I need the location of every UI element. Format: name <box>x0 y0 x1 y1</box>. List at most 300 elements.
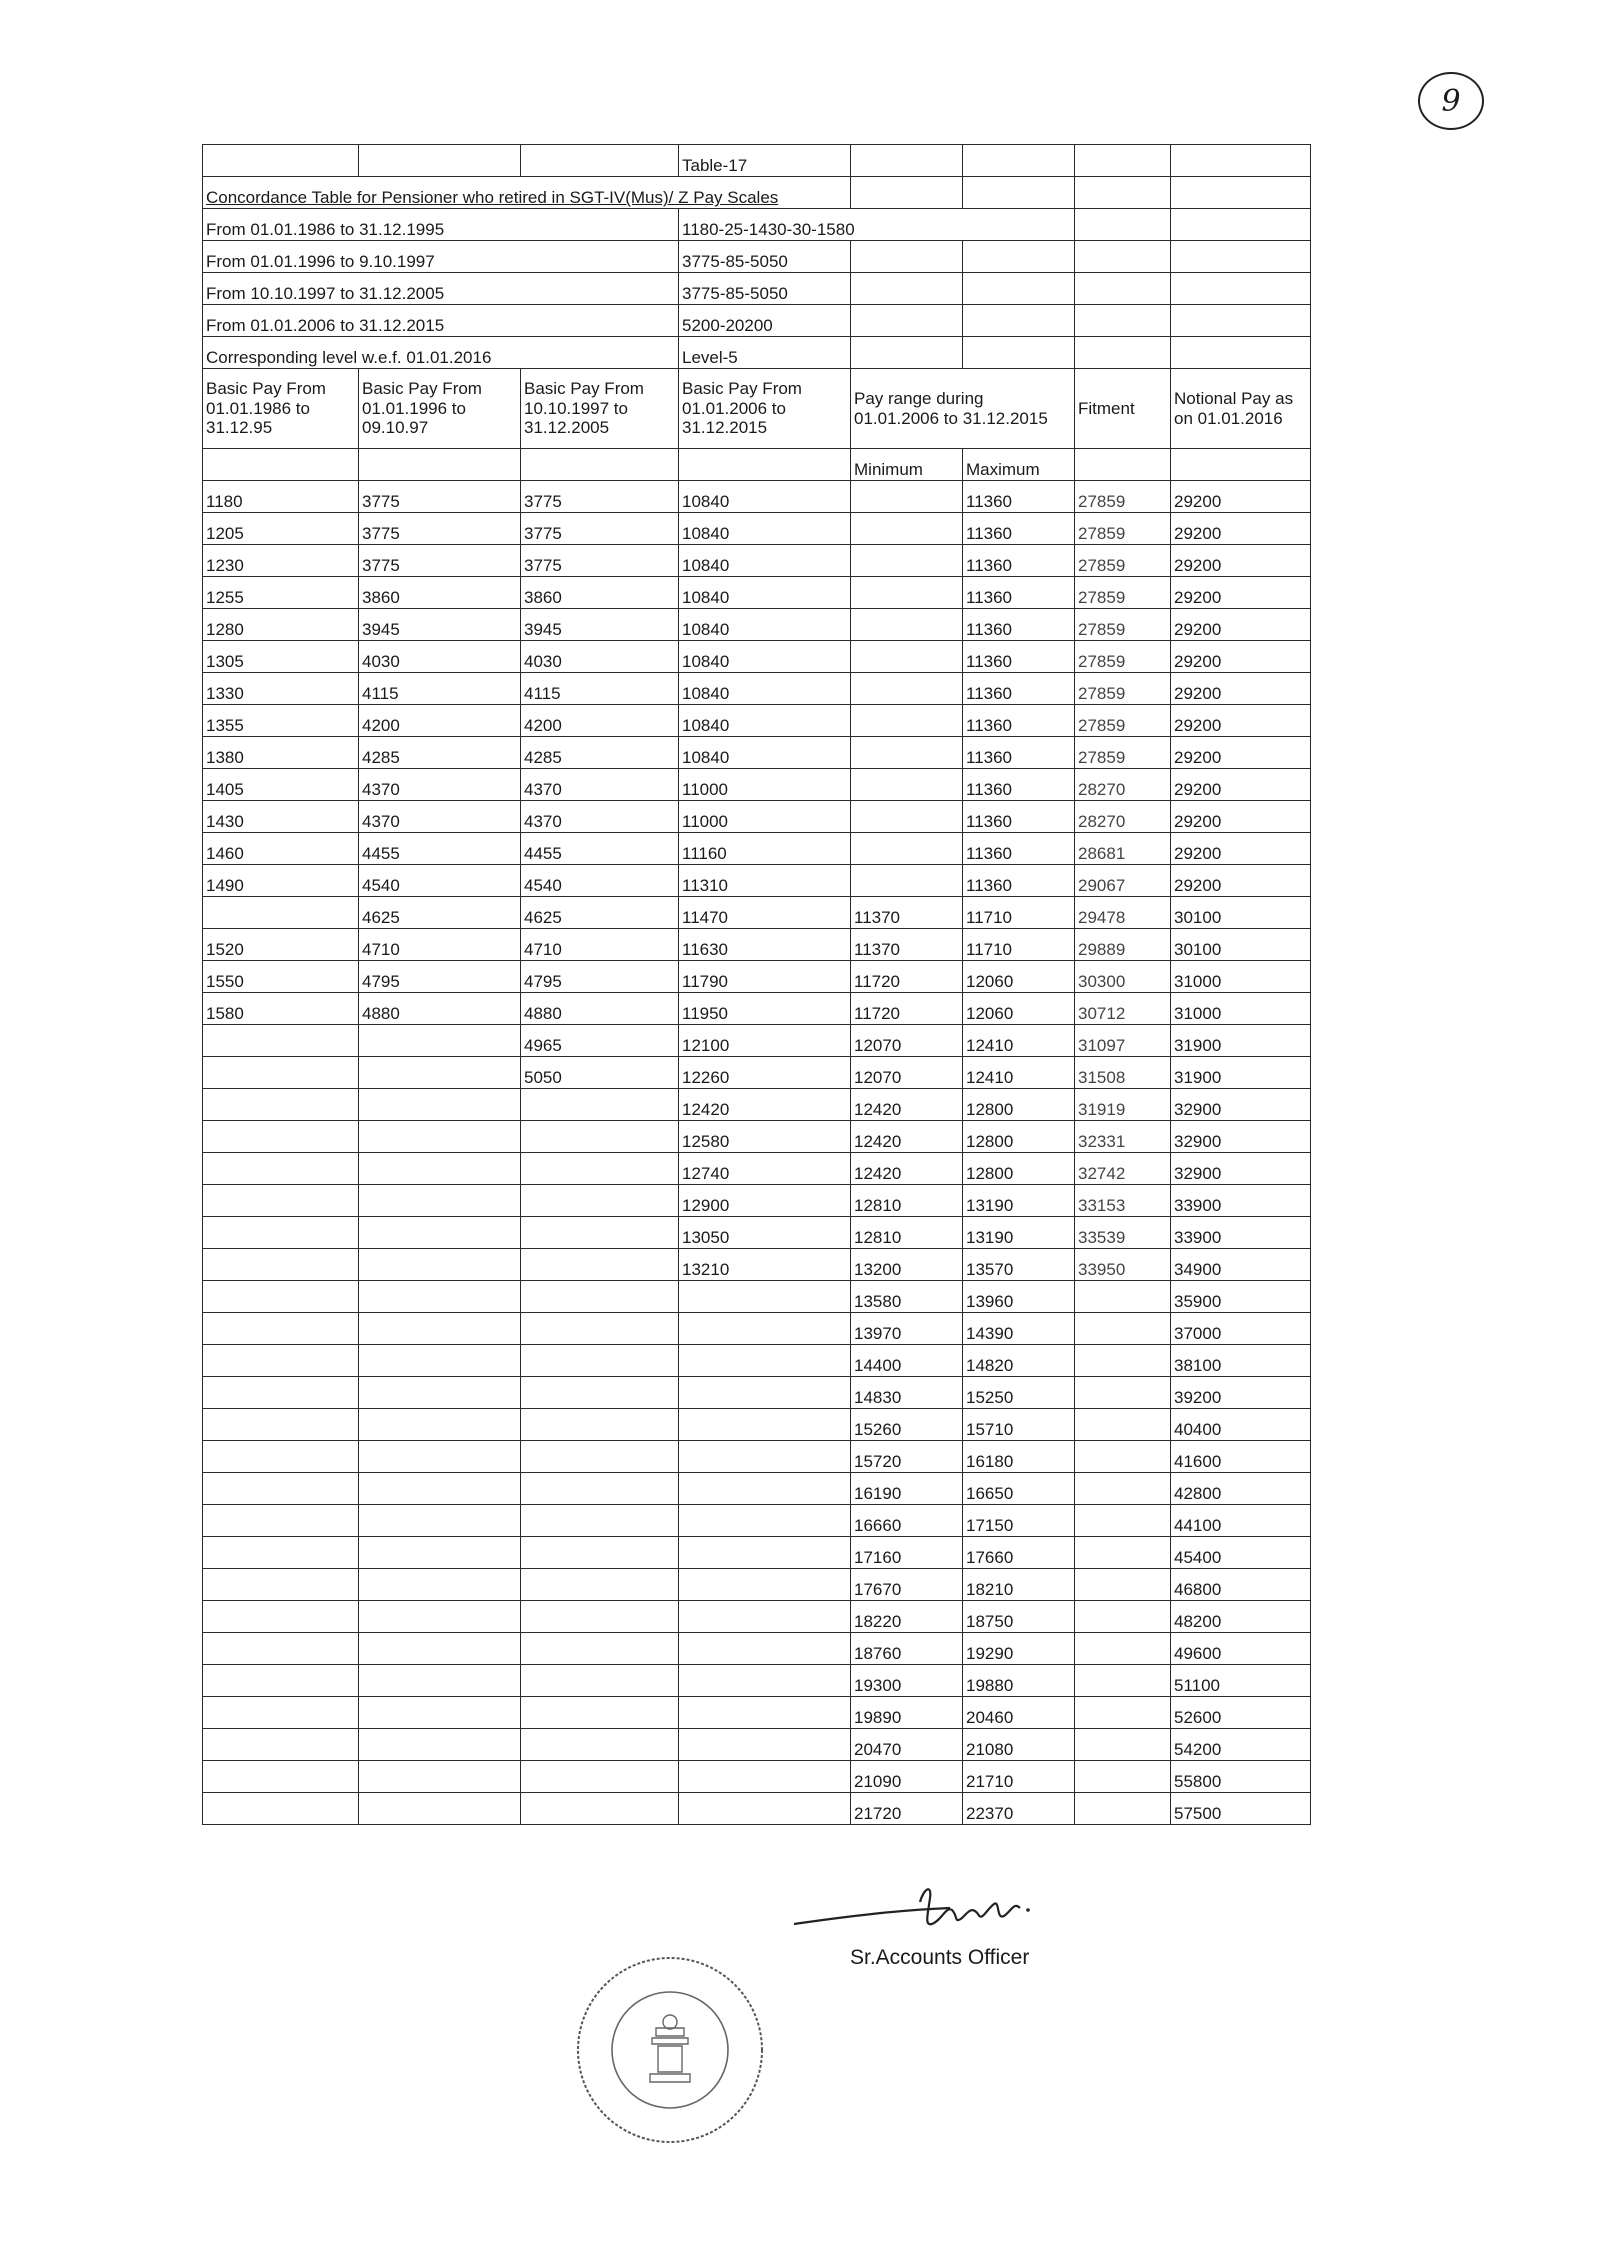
cell-basic-2006: 10840 <box>679 705 851 737</box>
cell-basic-1986: 1355 <box>203 705 359 737</box>
cell-minimum <box>851 801 963 833</box>
cell-notional: 52600 <box>1171 1697 1311 1729</box>
cell-minimum: 21720 <box>851 1793 963 1825</box>
cell-basic-1986: 1580 <box>203 993 359 1025</box>
cell-basic-2006: 11310 <box>679 865 851 897</box>
cell-basic-1996: 4115 <box>359 673 521 705</box>
cell-fitment: 27859 <box>1075 545 1171 577</box>
cell-fitment: 31508 <box>1075 1057 1171 1089</box>
cell-notional: 46800 <box>1171 1569 1311 1601</box>
header-notional: Notional Pay as on 01.01.2016 <box>1171 369 1311 449</box>
header-col2: Basic Pay From 01.01.1996 to 09.10.97 <box>359 369 521 449</box>
table-caption: Concordance Table for Pensioner who retired in SGT-IV(Mus)/ Z Pay Scales <box>203 177 851 209</box>
cell-basic-1997 <box>521 1793 679 1825</box>
period-row <box>203 241 1311 273</box>
cell-minimum: 19300 <box>851 1665 963 1697</box>
cell-notional: 40400 <box>1171 1409 1311 1441</box>
cell-notional: 57500 <box>1171 1793 1311 1825</box>
cell-maximum: 16180 <box>963 1441 1075 1473</box>
cell-basic-2006: 10840 <box>679 609 851 641</box>
cell-notional: 31000 <box>1171 961 1311 993</box>
cell-maximum: 14390 <box>963 1313 1075 1345</box>
cell-minimum: 11370 <box>851 929 963 961</box>
table-row <box>203 1057 1311 1089</box>
cell-basic-1996 <box>359 1121 521 1153</box>
cell-basic-1986 <box>203 1281 359 1313</box>
cell-basic-2006: 10840 <box>679 737 851 769</box>
table-row <box>203 673 1311 705</box>
cell-fitment: 27859 <box>1075 609 1171 641</box>
cell-basic-1997: 4625 <box>521 897 679 929</box>
table-body <box>203 145 1311 1825</box>
cell-maximum: 13960 <box>963 1281 1075 1313</box>
cell-basic-1997 <box>521 1473 679 1505</box>
cell-basic-2006: 13050 <box>679 1217 851 1249</box>
cell-basic-2006 <box>679 1377 851 1409</box>
cell-basic-1996 <box>359 1313 521 1345</box>
table-row <box>203 1185 1311 1217</box>
cell-basic-1996 <box>359 1153 521 1185</box>
cell-basic-1986: 1280 <box>203 609 359 641</box>
cell-fitment: 27859 <box>1075 577 1171 609</box>
cell-notional: 29200 <box>1171 769 1311 801</box>
cell-basic-2006: 10840 <box>679 577 851 609</box>
cell-notional: 32900 <box>1171 1153 1311 1185</box>
cell-basic-1986 <box>203 1537 359 1569</box>
cell-basic-2006: 11470 <box>679 897 851 929</box>
table-row <box>203 1121 1311 1153</box>
caption-row <box>203 177 1311 209</box>
cell-basic-1996 <box>359 1409 521 1441</box>
cell-basic-1997: 4370 <box>521 769 679 801</box>
cell-fitment <box>1075 1793 1171 1825</box>
cell-maximum: 11360 <box>963 577 1075 609</box>
cell-fitment <box>1075 1409 1171 1441</box>
period-scale: 3775-85-5050 <box>679 273 851 305</box>
cell-maximum: 20460 <box>963 1697 1075 1729</box>
cell-basic-1997 <box>521 1537 679 1569</box>
cell-basic-1997 <box>521 1089 679 1121</box>
header-minimum: Minimum <box>851 449 963 481</box>
cell-notional: 30100 <box>1171 929 1311 961</box>
cell-maximum: 15710 <box>963 1409 1075 1441</box>
cell-minimum: 16660 <box>851 1505 963 1537</box>
cell-basic-1997 <box>521 1633 679 1665</box>
table-row <box>203 481 1311 513</box>
cell-basic-2006 <box>679 1281 851 1313</box>
table-row <box>203 1601 1311 1633</box>
table-row <box>203 1793 1311 1825</box>
cell-maximum: 21710 <box>963 1761 1075 1793</box>
cell-basic-2006 <box>679 1633 851 1665</box>
cell-minimum <box>851 481 963 513</box>
cell-basic-1997: 4710 <box>521 929 679 961</box>
cell-basic-1997: 3775 <box>521 481 679 513</box>
cell-basic-1997 <box>521 1569 679 1601</box>
table-row <box>203 1665 1311 1697</box>
cell-basic-1997 <box>521 1217 679 1249</box>
cell-notional: 29200 <box>1171 513 1311 545</box>
cell-basic-1986: 1180 <box>203 481 359 513</box>
cell-basic-1997: 4115 <box>521 673 679 705</box>
table-row <box>203 1281 1311 1313</box>
cell-basic-1996 <box>359 1025 521 1057</box>
cell-fitment <box>1075 1633 1171 1665</box>
cell-minimum <box>851 545 963 577</box>
cell-minimum <box>851 609 963 641</box>
table-row <box>203 705 1311 737</box>
cell-notional: 35900 <box>1171 1281 1311 1313</box>
cell-minimum: 12810 <box>851 1217 963 1249</box>
cell-notional: 29200 <box>1171 801 1311 833</box>
cell-notional: 49600 <box>1171 1633 1311 1665</box>
cell-basic-2006: 11630 <box>679 929 851 961</box>
cell-basic-1996: 3860 <box>359 577 521 609</box>
cell-maximum: 12060 <box>963 993 1075 1025</box>
cell-basic-2006: 12900 <box>679 1185 851 1217</box>
period-label: From 10.10.1997 to 31.12.2005 <box>203 273 679 305</box>
cell-minimum: 18220 <box>851 1601 963 1633</box>
cell-minimum: 15260 <box>851 1409 963 1441</box>
cell-basic-1996 <box>359 1761 521 1793</box>
cell-basic-1996: 3775 <box>359 513 521 545</box>
cell-basic-1986: 1460 <box>203 833 359 865</box>
concordance-table <box>202 144 1311 1825</box>
cell-basic-1996 <box>359 1441 521 1473</box>
cell-basic-2006 <box>679 1441 851 1473</box>
cell-maximum: 11360 <box>963 737 1075 769</box>
table-row <box>203 961 1311 993</box>
cell-minimum: 14400 <box>851 1345 963 1377</box>
cell-basic-1996 <box>359 1345 521 1377</box>
cell-basic-1997 <box>521 1665 679 1697</box>
cell-notional: 54200 <box>1171 1729 1311 1761</box>
cell-fitment <box>1075 1761 1171 1793</box>
cell-fitment: 32331 <box>1075 1121 1171 1153</box>
cell-maximum: 11360 <box>963 641 1075 673</box>
cell-notional: 51100 <box>1171 1665 1311 1697</box>
cell-basic-2006: 10840 <box>679 641 851 673</box>
table-row <box>203 1409 1311 1441</box>
official-seal-icon <box>572 1952 768 2148</box>
cell-basic-1986 <box>203 1345 359 1377</box>
cell-basic-1986 <box>203 897 359 929</box>
cell-fitment: 28270 <box>1075 769 1171 801</box>
cell-minimum: 19890 <box>851 1697 963 1729</box>
cell-fitment: 33539 <box>1075 1217 1171 1249</box>
period-row <box>203 305 1311 337</box>
cell-basic-1986 <box>203 1089 359 1121</box>
table-row <box>203 897 1311 929</box>
cell-notional: 32900 <box>1171 1089 1311 1121</box>
table-row <box>203 1569 1311 1601</box>
cell-basic-1986 <box>203 1505 359 1537</box>
cell-basic-1996: 4030 <box>359 641 521 673</box>
period-row <box>203 337 1311 369</box>
cell-basic-1986: 1405 <box>203 769 359 801</box>
cell-basic-1986 <box>203 1025 359 1057</box>
cell-fitment: 28681 <box>1075 833 1171 865</box>
cell-fitment: 27859 <box>1075 481 1171 513</box>
period-scale: 1180-25-1430-30-1580 <box>679 209 1075 241</box>
cell-notional: 32900 <box>1171 1121 1311 1153</box>
cell-maximum: 13190 <box>963 1217 1075 1249</box>
header-col4: Basic Pay From 01.01.2006 to 31.12.2015 <box>679 369 851 449</box>
subheader-row <box>203 449 1311 481</box>
period-label: From 01.01.1986 to 31.12.1995 <box>203 209 679 241</box>
cell-maximum: 13570 <box>963 1249 1075 1281</box>
cell-basic-1997 <box>521 1377 679 1409</box>
cell-basic-1996 <box>359 1217 521 1249</box>
cell-fitment: 29889 <box>1075 929 1171 961</box>
cell-fitment <box>1075 1729 1171 1761</box>
cell-minimum: 16190 <box>851 1473 963 1505</box>
cell-basic-1986: 1205 <box>203 513 359 545</box>
cell-maximum: 18210 <box>963 1569 1075 1601</box>
cell-basic-1986: 1305 <box>203 641 359 673</box>
cell-basic-1996 <box>359 1249 521 1281</box>
cell-basic-1997: 3775 <box>521 545 679 577</box>
cell-basic-2006 <box>679 1473 851 1505</box>
period-row <box>203 273 1311 305</box>
cell-basic-1996 <box>359 1537 521 1569</box>
header-col3: Basic Pay From 10.10.1997 to 31.12.2005 <box>521 369 679 449</box>
cell-basic-1996 <box>359 1281 521 1313</box>
cell-basic-1996 <box>359 1729 521 1761</box>
cell-basic-1996: 4880 <box>359 993 521 1025</box>
cell-maximum: 11360 <box>963 769 1075 801</box>
cell-fitment <box>1075 1697 1171 1729</box>
period-label: Corresponding level w.e.f. 01.01.2016 <box>203 337 679 369</box>
cell-notional: 48200 <box>1171 1601 1311 1633</box>
table-title: Table-17 <box>679 145 851 177</box>
cell-notional: 42800 <box>1171 1473 1311 1505</box>
cell-fitment: 32742 <box>1075 1153 1171 1185</box>
cell-basic-1997: 4455 <box>521 833 679 865</box>
cell-notional: 31900 <box>1171 1057 1311 1089</box>
cell-maximum: 11360 <box>963 673 1075 705</box>
cell-maximum: 16650 <box>963 1473 1075 1505</box>
table-row <box>203 1377 1311 1409</box>
cell-basic-1986: 1230 <box>203 545 359 577</box>
cell-notional: 37000 <box>1171 1313 1311 1345</box>
cell-minimum: 17670 <box>851 1569 963 1601</box>
cell-fitment <box>1075 1473 1171 1505</box>
cell-basic-1996 <box>359 1697 521 1729</box>
cell-minimum: 12810 <box>851 1185 963 1217</box>
cell-maximum: 11360 <box>963 609 1075 641</box>
table-row <box>203 1089 1311 1121</box>
cell-basic-1996 <box>359 1185 521 1217</box>
cell-minimum: 11720 <box>851 961 963 993</box>
cell-basic-1996: 4625 <box>359 897 521 929</box>
cell-minimum: 17160 <box>851 1537 963 1569</box>
cell-minimum <box>851 705 963 737</box>
cell-basic-2006 <box>679 1761 851 1793</box>
cell-basic-1996: 4200 <box>359 705 521 737</box>
cell-basic-1986 <box>203 1409 359 1441</box>
cell-basic-2006 <box>679 1793 851 1825</box>
cell-minimum <box>851 769 963 801</box>
cell-maximum: 19290 <box>963 1633 1075 1665</box>
cell-basic-1997 <box>521 1313 679 1345</box>
cell-basic-1996 <box>359 1665 521 1697</box>
cell-notional: 33900 <box>1171 1217 1311 1249</box>
cell-maximum: 12060 <box>963 961 1075 993</box>
page-number: 9 <box>1418 72 1484 130</box>
cell-basic-1986 <box>203 1441 359 1473</box>
cell-fitment <box>1075 1345 1171 1377</box>
cell-basic-1986 <box>203 1313 359 1345</box>
cell-maximum: 12800 <box>963 1121 1075 1153</box>
cell-basic-1996: 4370 <box>359 769 521 801</box>
cell-maximum: 19880 <box>963 1665 1075 1697</box>
cell-basic-1997: 4285 <box>521 737 679 769</box>
cell-basic-1996 <box>359 1601 521 1633</box>
cell-maximum: 11360 <box>963 513 1075 545</box>
cell-basic-1997: 4880 <box>521 993 679 1025</box>
cell-basic-1997 <box>521 1185 679 1217</box>
cell-basic-1997 <box>521 1121 679 1153</box>
cell-basic-1997 <box>521 1505 679 1537</box>
cell-basic-2006: 12260 <box>679 1057 851 1089</box>
cell-maximum: 11360 <box>963 833 1075 865</box>
table-row <box>203 1025 1311 1057</box>
cell-basic-1986 <box>203 1793 359 1825</box>
period-scale: 3775-85-5050 <box>679 241 851 273</box>
period-scale: 5200-20200 <box>679 305 851 337</box>
cell-fitment <box>1075 1313 1171 1345</box>
cell-fitment: 27859 <box>1075 737 1171 769</box>
table-row <box>203 1761 1311 1793</box>
cell-basic-1996: 4710 <box>359 929 521 961</box>
cell-basic-1997 <box>521 1729 679 1761</box>
cell-minimum: 18760 <box>851 1633 963 1665</box>
cell-basic-1997 <box>521 1697 679 1729</box>
cell-basic-2006: 12740 <box>679 1153 851 1185</box>
cell-basic-1996: 3945 <box>359 609 521 641</box>
table-row <box>203 737 1311 769</box>
table-row <box>203 1153 1311 1185</box>
cell-minimum: 11370 <box>851 897 963 929</box>
cell-notional: 33900 <box>1171 1185 1311 1217</box>
header-fitment: Fitment <box>1075 369 1171 449</box>
cell-notional: 29200 <box>1171 545 1311 577</box>
cell-basic-2006 <box>679 1569 851 1601</box>
cell-notional: 29200 <box>1171 865 1311 897</box>
cell-basic-2006 <box>679 1697 851 1729</box>
cell-basic-1997 <box>521 1281 679 1313</box>
cell-basic-1997 <box>521 1761 679 1793</box>
table-row <box>203 513 1311 545</box>
cell-notional: 44100 <box>1171 1505 1311 1537</box>
cell-basic-1997 <box>521 1249 679 1281</box>
cell-basic-1986 <box>203 1057 359 1089</box>
cell-maximum: 12410 <box>963 1057 1075 1089</box>
cell-maximum: 13190 <box>963 1185 1075 1217</box>
cell-basic-2006 <box>679 1313 851 1345</box>
cell-minimum: 20470 <box>851 1729 963 1761</box>
cell-maximum: 17150 <box>963 1505 1075 1537</box>
cell-basic-2006: 11160 <box>679 833 851 865</box>
cell-basic-1997: 3945 <box>521 609 679 641</box>
cell-notional: 31900 <box>1171 1025 1311 1057</box>
cell-notional: 29200 <box>1171 673 1311 705</box>
cell-notional: 41600 <box>1171 1441 1311 1473</box>
cell-notional: 55800 <box>1171 1761 1311 1793</box>
cell-basic-2006 <box>679 1409 851 1441</box>
cell-fitment: 33950 <box>1075 1249 1171 1281</box>
table-row <box>203 833 1311 865</box>
cell-minimum <box>851 577 963 609</box>
cell-basic-1986: 1380 <box>203 737 359 769</box>
cell-basic-1997 <box>521 1601 679 1633</box>
cell-basic-2006 <box>679 1537 851 1569</box>
table-row <box>203 1633 1311 1665</box>
cell-basic-1986: 1255 <box>203 577 359 609</box>
cell-basic-2006: 12420 <box>679 1089 851 1121</box>
cell-maximum: 14820 <box>963 1345 1075 1377</box>
cell-basic-1997: 4965 <box>521 1025 679 1057</box>
cell-minimum: 12070 <box>851 1057 963 1089</box>
cell-maximum: 17660 <box>963 1537 1075 1569</box>
period-row <box>203 209 1311 241</box>
cell-notional: 45400 <box>1171 1537 1311 1569</box>
cell-notional: 31000 <box>1171 993 1311 1025</box>
cell-basic-1986 <box>203 1249 359 1281</box>
cell-minimum: 13200 <box>851 1249 963 1281</box>
cell-basic-1986: 1520 <box>203 929 359 961</box>
cell-basic-1986: 1490 <box>203 865 359 897</box>
cell-fitment: 27859 <box>1075 673 1171 705</box>
cell-basic-1986 <box>203 1121 359 1153</box>
cell-basic-1986 <box>203 1217 359 1249</box>
cell-fitment: 27859 <box>1075 513 1171 545</box>
cell-minimum: 14830 <box>851 1377 963 1409</box>
cell-minimum <box>851 513 963 545</box>
cell-basic-1997: 3775 <box>521 513 679 545</box>
cell-basic-1997: 4370 <box>521 801 679 833</box>
cell-maximum: 12410 <box>963 1025 1075 1057</box>
cell-notional: 30100 <box>1171 897 1311 929</box>
cell-basic-2006: 11950 <box>679 993 851 1025</box>
table-row <box>203 769 1311 801</box>
cell-basic-1996: 3775 <box>359 545 521 577</box>
cell-basic-1986 <box>203 1153 359 1185</box>
cell-maximum: 12800 <box>963 1089 1075 1121</box>
cell-minimum <box>851 641 963 673</box>
cell-minimum: 12420 <box>851 1121 963 1153</box>
cell-basic-1996 <box>359 1473 521 1505</box>
cell-basic-2006 <box>679 1729 851 1761</box>
cell-fitment: 30300 <box>1075 961 1171 993</box>
cell-notional: 34900 <box>1171 1249 1311 1281</box>
cell-basic-1997 <box>521 1409 679 1441</box>
cell-basic-1997: 4795 <box>521 961 679 993</box>
cell-basic-1996 <box>359 1633 521 1665</box>
cell-basic-1986 <box>203 1473 359 1505</box>
cell-maximum: 21080 <box>963 1729 1075 1761</box>
period-scale: Level-5 <box>679 337 851 369</box>
cell-basic-2006: 12580 <box>679 1121 851 1153</box>
cell-basic-2006 <box>679 1601 851 1633</box>
cell-fitment: 30712 <box>1075 993 1171 1025</box>
cell-basic-1996 <box>359 1377 521 1409</box>
cell-maximum: 11360 <box>963 481 1075 513</box>
cell-minimum <box>851 833 963 865</box>
period-label: From 01.01.1996 to 9.10.1997 <box>203 241 679 273</box>
period-label: From 01.01.2006 to 31.12.2015 <box>203 305 679 337</box>
